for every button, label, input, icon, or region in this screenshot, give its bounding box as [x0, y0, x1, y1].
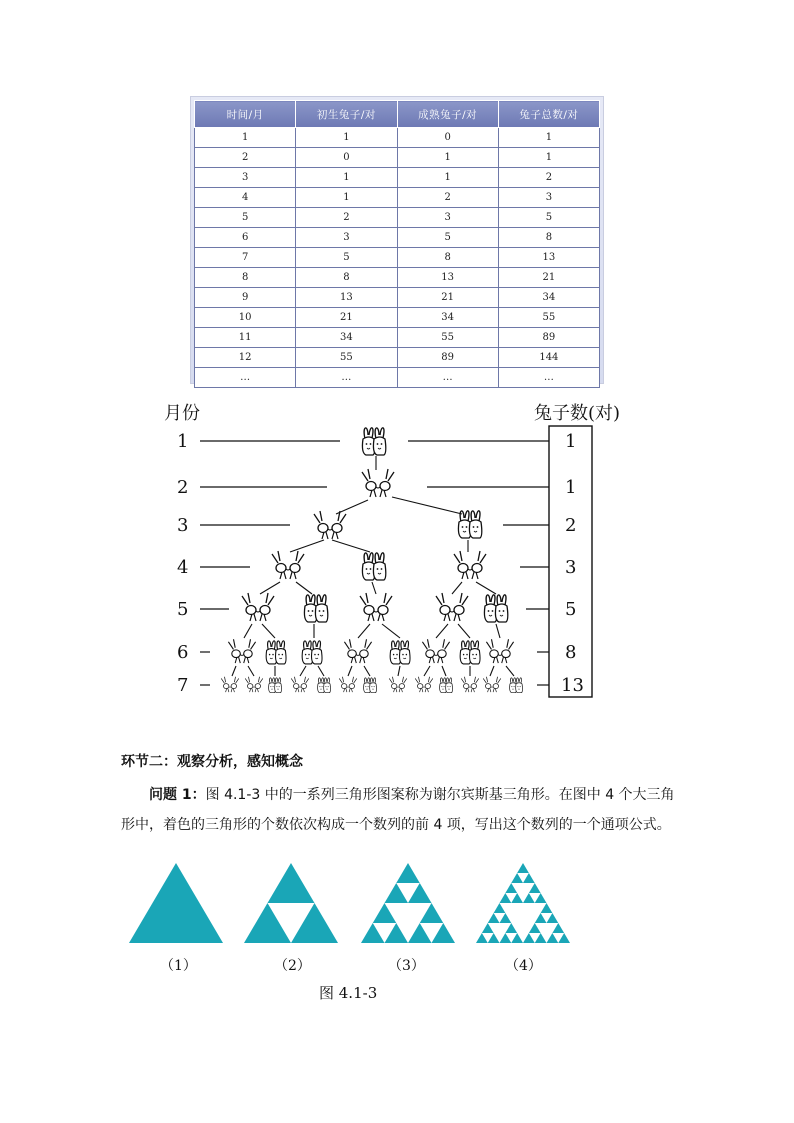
total-cell: … — [498, 368, 599, 388]
rabbit-count: 3 — [565, 557, 577, 578]
month-cell: … — [195, 368, 296, 388]
question-label: 问题 1： — [149, 787, 206, 803]
newborn-cell: 13 — [296, 288, 397, 308]
shaded-triangle — [291, 903, 338, 943]
month-label: 6 — [177, 642, 189, 663]
shaded-triangle — [523, 933, 535, 943]
month-label: 7 — [177, 675, 189, 696]
shaded-triangle — [523, 893, 535, 903]
month-cell: 10 — [195, 308, 296, 328]
month-label: 4 — [177, 557, 189, 578]
shaded-triangle — [488, 933, 500, 943]
newborn-cell: 0 — [296, 148, 397, 168]
sierpinski-triangle-2 — [244, 863, 338, 943]
month-label: 3 — [177, 515, 189, 536]
shaded-triangle — [505, 883, 517, 893]
shaded-triangle — [535, 893, 547, 903]
newborn-cell: … — [296, 368, 397, 388]
month-cell: 4 — [195, 188, 296, 208]
shaded-triangle — [408, 883, 432, 903]
newborn-cell: 1 — [296, 168, 397, 188]
shaded-triangle — [529, 883, 541, 893]
shaded-triangle — [517, 863, 529, 873]
shaded-triangle — [500, 913, 512, 923]
rabbit-count: 13 — [561, 675, 584, 696]
total-cell: 89 — [498, 328, 599, 348]
shaded-triangle — [541, 903, 553, 913]
col-header-mature: 成熟兔子/对 — [397, 101, 498, 128]
sierpinski-triangle-4 — [476, 863, 570, 943]
shaded-triangle — [396, 863, 420, 883]
total-cell: 55 — [498, 308, 599, 328]
month-cell: 1 — [195, 128, 296, 148]
mature-cell: 55 — [397, 328, 498, 348]
shaded-triangle — [432, 923, 456, 943]
col-header-newborn: 初生兔子/对 — [296, 101, 397, 128]
question-text: 图 4.1-3 中的一系列三角形图案称为谢尔宾斯基三角形。在图中 4 个大三角形中，着色的三角形的个数依次构成一个数列的前 4 项，写出这个数列的一个通项公式。 — [121, 787, 675, 833]
shaded-triangle — [523, 873, 535, 883]
month-label: 1 — [177, 431, 189, 452]
month-cell: 3 — [195, 168, 296, 188]
month-cell: 9 — [195, 288, 296, 308]
total-cell: 8 — [498, 228, 599, 248]
month-label: 2 — [177, 477, 189, 498]
shaded-triangle — [476, 933, 488, 943]
shaded-triangle — [547, 913, 559, 923]
mature-cell: 13 — [397, 268, 498, 288]
fig-label-2: （2） — [274, 958, 311, 974]
month-header: 月份 — [164, 403, 200, 424]
mature-cell: 2 — [397, 188, 498, 208]
shaded-triangle — [488, 913, 500, 923]
month-cell: 2 — [195, 148, 296, 168]
newborn-cell: 1 — [296, 188, 397, 208]
total-cell: 13 — [498, 248, 599, 268]
section-title: 环节二：观察分析，感知概念 — [121, 754, 303, 770]
shaded-triangle — [529, 923, 541, 933]
shaded-triangle — [129, 863, 223, 943]
sierpinski-triangle-3 — [361, 863, 455, 943]
month-cell: 5 — [195, 208, 296, 228]
newborn-cell: 21 — [296, 308, 397, 328]
mature-cell: 89 — [397, 348, 498, 368]
mature-cell: 1 — [397, 168, 498, 188]
shaded-triangle — [511, 893, 523, 903]
shaded-triangle — [361, 923, 385, 943]
mature-cell: 0 — [397, 128, 498, 148]
shaded-triangle — [535, 913, 547, 923]
total-cell: 21 — [498, 268, 599, 288]
total-cell: 5 — [498, 208, 599, 228]
newborn-cell: 1 — [296, 128, 397, 148]
shaded-triangle — [385, 883, 409, 903]
newborn-cell: 34 — [296, 328, 397, 348]
sierpinski-triangle-1 — [129, 863, 223, 943]
mature-cell: 3 — [397, 208, 498, 228]
total-cell: 34 — [498, 288, 599, 308]
rabbit-count: 1 — [565, 431, 577, 452]
count-header: 兔子数(对) — [534, 403, 621, 424]
fig-label-1: （1） — [160, 958, 197, 974]
shaded-triangle — [511, 873, 523, 883]
shaded-triangle — [408, 923, 432, 943]
total-cell: 1 — [498, 128, 599, 148]
shaded-triangle — [558, 933, 570, 943]
shaded-triangle — [511, 933, 523, 943]
shaded-triangle — [552, 923, 564, 933]
mature-cell: 8 — [397, 248, 498, 268]
mature-cell: 1 — [397, 148, 498, 168]
shaded-triangle — [494, 903, 506, 913]
shaded-triangle — [244, 903, 291, 943]
mature-cell: 34 — [397, 308, 498, 328]
month-cell: 6 — [195, 228, 296, 248]
shaded-triangle — [385, 923, 409, 943]
month-label: 5 — [177, 599, 189, 620]
shaded-triangle — [500, 893, 512, 903]
shaded-triangle — [373, 903, 397, 923]
month-cell: 12 — [195, 348, 296, 368]
newborn-cell: 3 — [296, 228, 397, 248]
newborn-cell: 8 — [296, 268, 397, 288]
shaded-triangle — [547, 933, 559, 943]
newborn-cell: 5 — [296, 248, 397, 268]
figure-caption: 图 4.1-3 — [319, 984, 378, 1002]
month-cell: 7 — [195, 248, 296, 268]
fig-label-3: （3） — [388, 958, 425, 974]
month-cell: 8 — [195, 268, 296, 288]
rabbit-count: 5 — [565, 599, 577, 620]
shaded-triangle — [535, 933, 547, 943]
month-cell: 11 — [195, 328, 296, 348]
rabbit-count: 2 — [565, 515, 577, 536]
shaded-triangle — [268, 863, 315, 903]
shaded-triangle — [420, 903, 444, 923]
total-cell: 2 — [498, 168, 599, 188]
newborn-cell: 2 — [296, 208, 397, 228]
total-cell: 1 — [498, 148, 599, 168]
rabbit-count: 8 — [565, 642, 577, 663]
shaded-triangle — [482, 923, 494, 933]
mature-cell: … — [397, 368, 498, 388]
shaded-triangle — [500, 933, 512, 943]
rabbit-count: 1 — [565, 477, 577, 498]
total-cell: 3 — [498, 188, 599, 208]
mature-cell: 21 — [397, 288, 498, 308]
mature-cell: 5 — [397, 228, 498, 248]
newborn-cell: 55 — [296, 348, 397, 368]
col-header-total: 兔子总数/对 — [498, 101, 599, 128]
col-header-month: 时间/月 — [195, 101, 296, 128]
total-cell: 144 — [498, 348, 599, 368]
fig-label-4: （4） — [505, 958, 542, 974]
shaded-triangle — [505, 923, 517, 933]
